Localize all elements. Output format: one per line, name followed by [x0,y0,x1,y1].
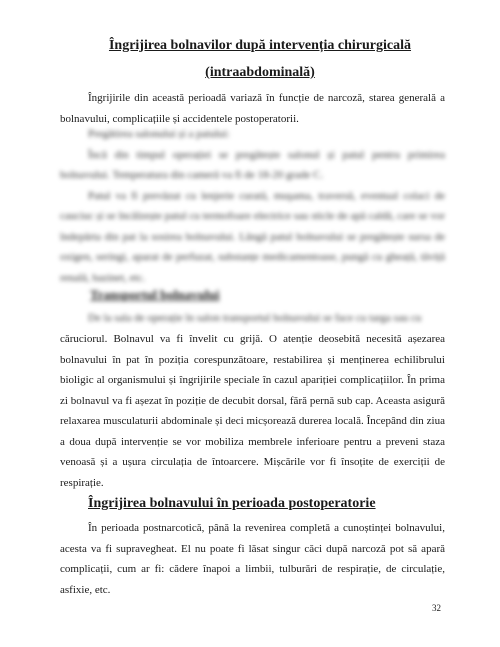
blurred-transport-line: De la sala de operație în salon transportul bolnavului se face cu targa sau cu [88,312,422,324]
section-heading: Îngrijirea bolnavului în perioada postoperatorie [88,496,376,511]
blurred-section [60,124,445,288]
blurred-paragraph: Patul va fi prevăzut cu lenjerie curată, muşama, traversă, eventual colaci de cauciuc și se încălzește patul cu termofoare electrice sau sticle de apă caldă, care se vor îndepărta din pat la sosirea bolnavului. Lângă patul bolnavului se pregătește sursa de oxigen, seringi, aparat de perfuzat, substanțe medicamentoase, pungă cu gheață, tăviță renală, bazinet, etc. [60,189,445,284]
blurred-paragraph: Încă din timpul operației se pregătește salonul și patul pentru primirea bolnavului. Temperatura din cameră va fi de 18-20 grade C. [60,148,445,181]
blurred-subtitle: Transportul bolnavului [90,287,220,302]
transport-paragraph: căruciorul. Bolnavul va fi învelit cu grijă. O atenție deosebită necesită așezarea bolnavului în pat în poziția corespunzătoare, restabilirea și menținerea echilibrului bioligic al organismului și îngrijirile speciale în cazul apariției complicațiilor. În prima zi bolnavul va fi așezat în poziție de decubit dorsal, fără pernă sub cap. Aceasta asigură relaxarea musculaturii abdominale și deci micșorează durerea locală. Începând din ziua a doua după intervenție se vor mobiliza membrele inferioare pentru a preveni staza venoasă și a ușura circulația de întoarcere. Mișcările vor fi însoțite de exerciții de respirație. [60,333,445,489]
page-number: 32 [432,603,441,613]
postoperative-paragraph: În perioada postnarcotică, până la revenirea completă a cunoștinței bolnavului, acesta va fi supravegheat. El nu poate fi lăsat singur căci după narcoză pot să apară complicații, cum ar fi: cădere înapoi a limbii, tulburări de respirație, de circulație, asfixie, etc. [60,522,445,596]
title-line-2: (intraabdominală) [205,65,315,80]
intro-paragraph: Îngrijirile din această perioadă variază în funcție de narcoză, starea generală a bolnavului, complicațiile și accidentele postoperatorii. [60,92,445,125]
title-line-1: Îngrijirea bolnavilor după intervenția chirurgicală [108,38,412,53]
blurred-heading: Pregătirea salonului și a patului: [88,128,230,140]
